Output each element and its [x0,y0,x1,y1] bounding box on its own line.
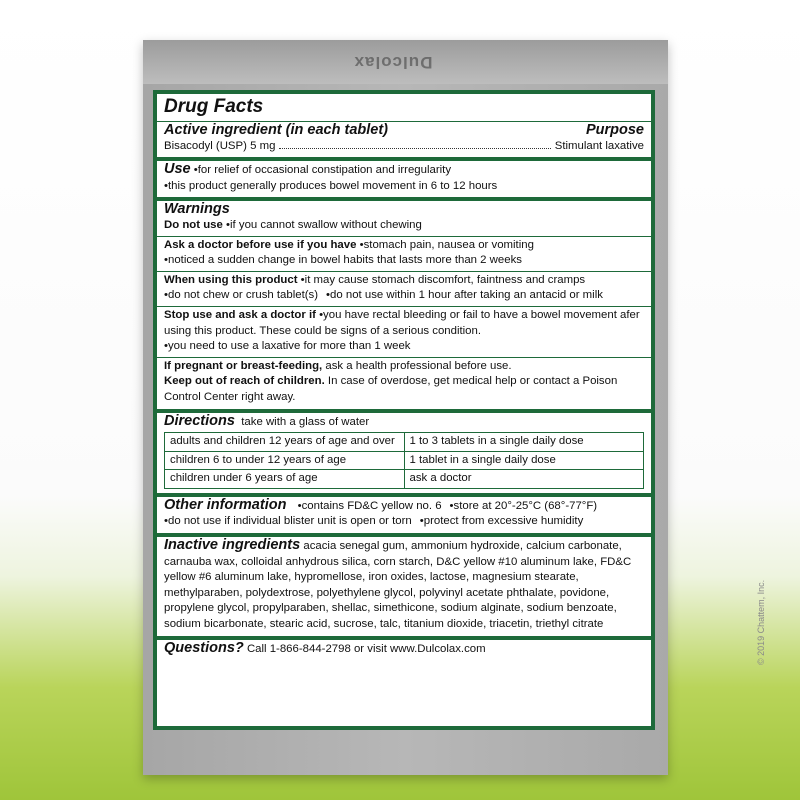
ask-doctor-text-2: •noticed a sudden change in bowel habits that lasts more than 2 weeks [164,254,522,267]
warnings-section [157,201,651,412]
stop-use-text-2: •you need to use a laxative for more than 1 week [164,340,411,353]
when-using-bullet-1: •do not chew or crush tablet(s) [164,289,319,302]
active-ingredient: Bisacodyl (USP) 5 mg [164,139,276,152]
age-cell: adults and children 12 years of age and over [165,433,405,452]
children-text: In case of overdose, get medical help or contact a Poison Control Center right away. [164,375,618,403]
age-cell: children under 6 years of age [165,470,405,489]
directions-table [164,432,644,489]
stop-use-label: Stop use and ask a doctor if [164,308,316,321]
directions-heading: Directions [164,412,235,429]
ask-doctor-label: Ask a doctor before use if you have [164,238,357,251]
when-using-text-1: •it may cause stomach discomfort, faintness and cramps [297,273,586,286]
divider [157,357,651,358]
dose-cell: 1 to 3 tablets in a single daily dose [404,433,644,452]
other-bullet-1: •contains FD&C yellow no. 6 [297,499,442,512]
drug-facts-title: Drug Facts [164,96,264,117]
other-bullet-4: •protect from excessive humidity [419,515,584,528]
inactive-text: acacia senegal gum, ammonium hydroxide, calcium carbonate, carnauba wax, colloidal anhydrous silica, corn starch, D&C yellow #10 aluminum lake, FD&C yellow #6 aluminum lake, hypromellose, iron oxides, lactose, magnesium stearate, methylparaben, polydextrose, polyethylene glycol, polyvinyl acetate phthalate, povidone, propylene glycol, propylparaben, shellac, simethicone, sodium alginate, sodium benzoate, sodium bicarbonate, stearic acid, sucrose, talc, titanium dioxide, triacetin, triethyl citrate [164,540,632,631]
questions-section [157,640,651,661]
do-not-use-label: Do not use [164,218,223,231]
other-bullet-3: •do not use if individual blister unit is open or torn [164,515,412,528]
use-line-2: •this product generally produces bowel movement in 6 to 12 hours [164,179,498,192]
do-not-use-text: •if you cannot swallow without chewing [222,218,422,231]
children-label: Keep out of reach of children. [164,375,325,388]
pregnant-label: If pregnant or breast-feeding, [164,359,323,372]
active-section [157,94,651,161]
active-heading: Active ingredient (in each tablet) [164,122,388,138]
table-row [165,451,644,470]
directions-section [157,413,651,497]
table-row [165,433,644,452]
divider [157,306,651,307]
purpose-heading: Purpose [585,122,644,138]
box-top-flap [143,40,668,84]
dose-cell: ask a doctor [404,470,644,489]
divider [157,236,651,237]
warnings-heading: Warnings [164,201,230,218]
age-cell: children 6 to under 12 years of age [165,451,405,470]
use-heading: Use [164,161,191,178]
other-bullet-2: •store at 20°-25°C (68°-77°F) [449,499,598,512]
dot-leader [279,148,550,149]
other-info-heading: Other information [164,496,287,513]
use-section [157,161,651,201]
divider [157,271,651,272]
inactive-heading: Inactive ingredients [164,537,301,554]
when-using-bullet-2: •do not use within 1 hour after taking an antacid or milk [326,289,603,302]
other-info-section [157,497,651,537]
copyright-text: © 2019 Chattem, Inc. [756,579,766,665]
ask-doctor-text-1: •stomach pain, nausea or vomiting [356,238,534,251]
brand-mark: Dulcolax [353,53,433,72]
directions-intro: take with a glass of water [241,415,370,428]
stop-use-text-1: •you have rectal bleeding or fail to have a bowel movement afer using this product. These could be signs of a serious condition. [164,308,640,337]
dose-cell: 1 tablet in a single daily dose [404,451,644,470]
questions-heading: Questions? [164,639,244,656]
table-row [165,470,644,489]
when-using-label: When using this product [164,273,298,286]
copyright-notice [756,579,800,665]
pregnant-text: ask a health professional before use. [322,359,512,372]
questions-text: Call 1-866-844-2798 or visit www.Dulcolax.com [246,642,486,655]
active-purpose: Stimulant laxative [554,139,644,152]
active-header-row [164,123,644,139]
active-ingredient-row [164,139,644,155]
inactive-section [157,537,651,640]
drug-facts-panel [153,90,655,730]
use-line-1: •for relief of occasional constipation and irregularity [193,164,452,177]
